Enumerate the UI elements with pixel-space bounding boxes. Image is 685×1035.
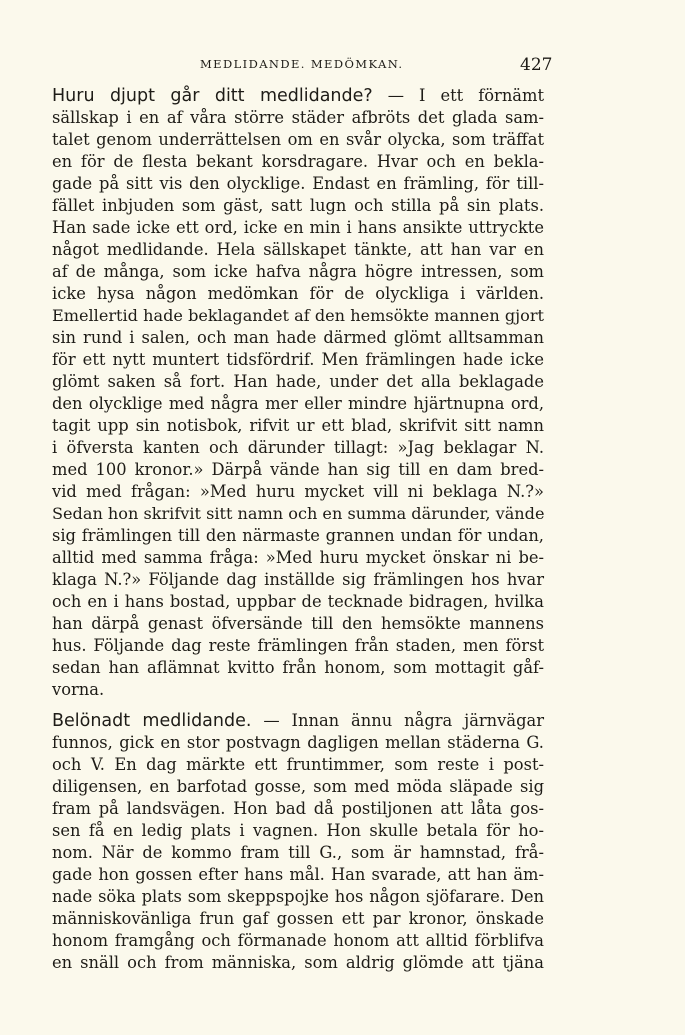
article-first-line: [52, 85, 544, 107]
running-title: MEDLIDANDE. MEDÖMKAN.: [200, 57, 404, 71]
text-line: nade söka plats som skeppspojke hos någon sjöfarare. Den: [52, 887, 544, 906]
text-line: fram på landsvägen. Hon bad då postiljonen att låta gos-: [52, 799, 544, 818]
text-line: tagit upp sin notisbok, rifvit ur ett blad, skrifvit sitt namn: [52, 416, 544, 435]
text-line: Emellertid hade beklagandet af den hemsökte mannen gjort: [52, 306, 544, 325]
text-line: — Innan ännu några järnvägar: [251, 711, 544, 730]
text-line: alltid med samma fråga: »Med huru mycket önskar ni be-: [52, 548, 544, 567]
text-line: och en i hans bostad, uppbar de tecknade bidragen, hvilka: [52, 592, 544, 611]
text-line: glömt saken så fort. Han hade, under det alla beklagade: [52, 372, 544, 391]
text-line: en snäll och from människa, som aldrig glömde att tjäna: [52, 953, 544, 972]
text-line: gade på sitt vis den olycklige. Endast en främling, för till-: [52, 174, 544, 193]
text-line: fället inbjuden som gäst, satt lugn och stilla på sin plats.: [52, 196, 544, 215]
text-line: diligensen, en barfotad gosse, som med möda släpade sig: [52, 777, 544, 796]
article-belonadt: [52, 710, 544, 974]
article-first-line: [52, 710, 544, 732]
text-line: sällskap i en af våra större städer afbröts det glada sam-: [52, 108, 544, 127]
page-header: [0, 55, 685, 79]
text-line: Sedan hon skrifvit sitt namn och en summa därunder, vände: [52, 504, 545, 523]
article-heading: Belönadt medlidande.: [52, 711, 252, 731]
text-line: hus. Följande dag reste främlingen från staden, men först: [52, 636, 544, 655]
text-line: funnos, gick en stor postvagn dagligen mellan städerna G.: [52, 733, 544, 752]
text-line-last: vorna.: [52, 680, 105, 699]
text-line: talet genom underrättelsen om en svår olycka, som träffat: [52, 130, 544, 149]
text-line: vid med frågan: »Med huru mycket vill ni beklaga N.?»: [52, 482, 544, 501]
text-line: den olycklige med några mer eller mindre hjärtnupna ord,: [52, 394, 544, 413]
text-line: sig främlingen till den närmaste grannen undan för undan,: [52, 526, 544, 545]
text-line: klaga N.?» Följande dag inställde sig främlingen hos hvar: [52, 570, 544, 589]
article-heading: Huru djupt går ditt medlidande?: [52, 86, 373, 106]
text-line: af de många, som icke hafva några högre intressen, som: [52, 262, 544, 281]
text-line: icke hysa någon medömkan för de olyckliga i världen.: [52, 284, 544, 303]
text-line: och V. En dag märkte ett fruntimmer, som reste i post-: [52, 755, 544, 774]
text-line: något medlidande. Hela sällskapet tänkte, att han var en: [52, 240, 544, 259]
text-line: gade hon gossen efter hans mål. Han svarade, att han äm-: [52, 865, 544, 884]
text-line: nom. När de kommo fram till G., som är hamnstad, frå-: [52, 843, 544, 862]
text-line: i öfversta kanten och därunder tillagt: »Jag beklagar N.: [52, 438, 544, 457]
text-line: människovänliga frun gaf gossen ett par kronor, önskade: [52, 909, 544, 928]
text-line: — I ett förnämt: [372, 86, 544, 105]
article-huru-djupt: [52, 85, 544, 701]
text-line: sen få en ledig plats i vagnen. Hon skulle betala för ho-: [52, 821, 544, 840]
text-line: han därpå genast öfversände till den hemsökte mannens: [52, 614, 544, 633]
text-line: honom framgång och förmanade honom att alltid förblifva: [52, 931, 544, 950]
text-line: sin rund i salen, och man hade därmed glömt alltsamman: [52, 328, 544, 347]
text-line: Han sade icke ett ord, icke en min i hans ansikte uttryckte: [52, 218, 544, 237]
text-line: med 100 kronor.» Därpå vände han sig till en dam bred-: [52, 460, 544, 479]
text-line: sedan han aflämnat kvitto från honom, som mottagit gåf-: [52, 658, 544, 677]
text-line: för ett nytt muntert tidsfördrif. Men främlingen hade icke: [52, 350, 544, 369]
text-line: en för de flesta bekant korsdragare. Hvar och en bekla-: [52, 152, 544, 171]
page-number: 427: [520, 55, 553, 75]
